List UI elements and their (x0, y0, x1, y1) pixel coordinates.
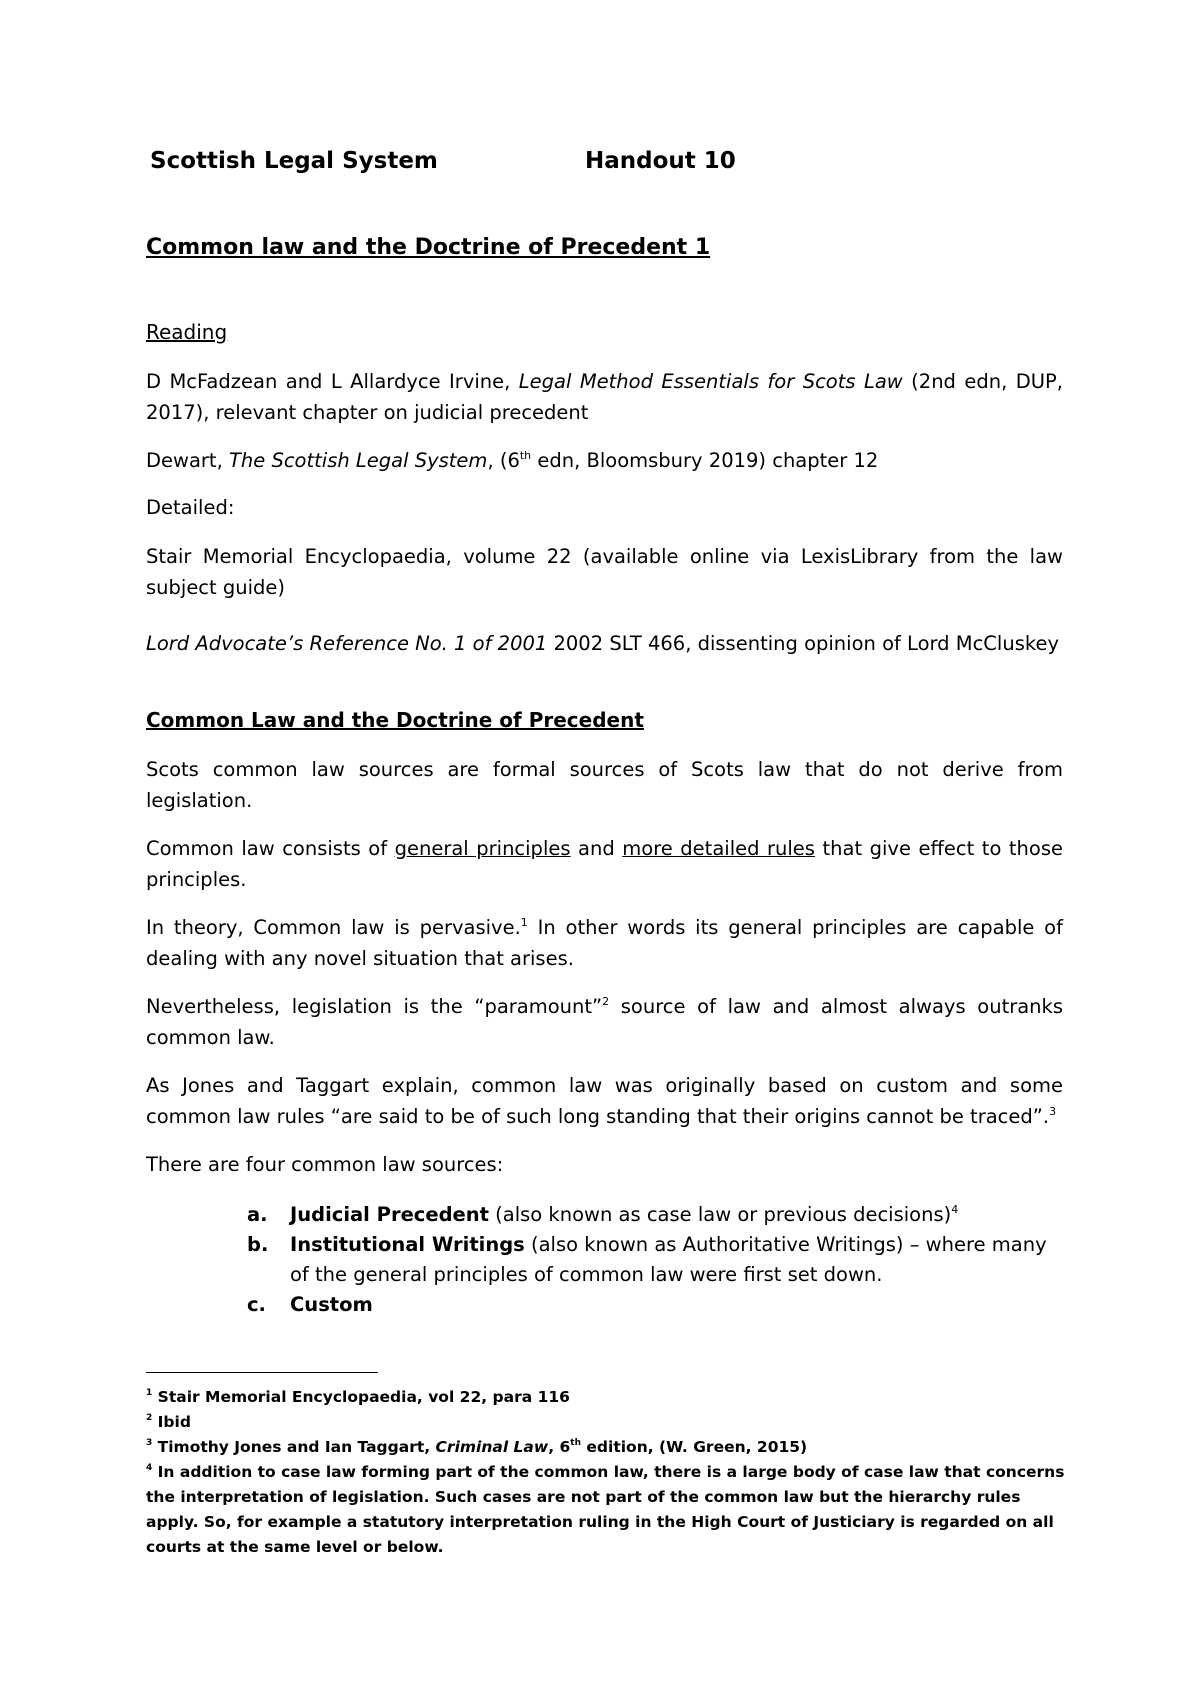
footnote-4: $^4$ In addition to case law forming part of the common law, there is a large body of case law that concerns the interpretation of legislation. Such cases are not part of the common law but the hierarchy rules apply. So, for example a statutory interpretation ruling in the High Court of Justiciary is regarded on all courts at the same level or below. (146, 1463, 1065, 1556)
sources-list (247, 1200, 1067, 1320)
list-item: b. Institutional Writings (also known as Authoritative Writings) – where many of the general principles of common law were first set down. (247, 1233, 1047, 1286)
paragraph-custom-origin: As Jones and Taggart explain, common law was originally based on custom and some common law rules “are said to be of such long standing that their origins cannot be traced”.$^3$ (146, 1074, 1063, 1128)
course-title: Scottish Legal System (150, 148, 438, 174)
footnote-separator (146, 1372, 378, 1373)
paragraph-paramount: Nevertheless, legislation is the “paramount”$^2$ source of law and almost always outranks common law. (146, 995, 1063, 1049)
reading-heading: Reading (146, 320, 228, 344)
list-item: a. Judicial Precedent (also known as case law or previous decisions)$^4$ (247, 1203, 959, 1226)
list-item: c. Custom (247, 1293, 373, 1316)
reading-ref-stair: Stair Memorial Encyclopaedia, volume 22 (available online via LexisLibrary from the law subject guide) (146, 545, 1063, 599)
footnote-1: $^1$ Stair Memorial Encyclopaedia, vol 22, para 116 (146, 1388, 570, 1406)
footnote-2: $^2$ Ibid (146, 1413, 191, 1431)
detailed-label: Detailed: (146, 496, 235, 519)
reading-ref-lord-advocate: Lord Advocate’s Reference No. 1 of 2001 2002 SLT 466, dissenting opinion of Lord McCluskey (146, 632, 1059, 655)
section-heading: Common Law and the Doctrine of Precedent (146, 708, 644, 732)
paragraph-pervasive: In theory, Common law is pervasive.$^1$ In other words its general principles are capable of dealing with any novel situation that arises. (146, 916, 1063, 970)
footnote-3: $^3$ Timothy Jones and Ian Taggart, Criminal Law, 6th edition, (W. Green, 2015) (146, 1438, 808, 1456)
reading-ref-mcfadzean: D McFadzean and L Allardyce Irvine, Legal Method Essentials for Scots Law (2nd edn, DUP, 2017), relevant chapter on judicial precedent (146, 370, 1063, 424)
handout-number: Handout 10 (585, 148, 736, 174)
reading-ref-dewart: Dewart, The Scottish Legal System, (6th edn, Bloomsbury 2019) chapter 12 (146, 449, 879, 472)
main-title: Common law and the Doctrine of Precedent 1 (146, 235, 711, 260)
paragraph-sources: Scots common law sources are formal sources of Scots law that do not derive from legislation. (146, 758, 1063, 812)
paragraph-four-sources: There are four common law sources: (146, 1153, 504, 1176)
paragraph-principles: Common law consists of general principles and more detailed rules that give effect to those principles. (146, 837, 1063, 891)
